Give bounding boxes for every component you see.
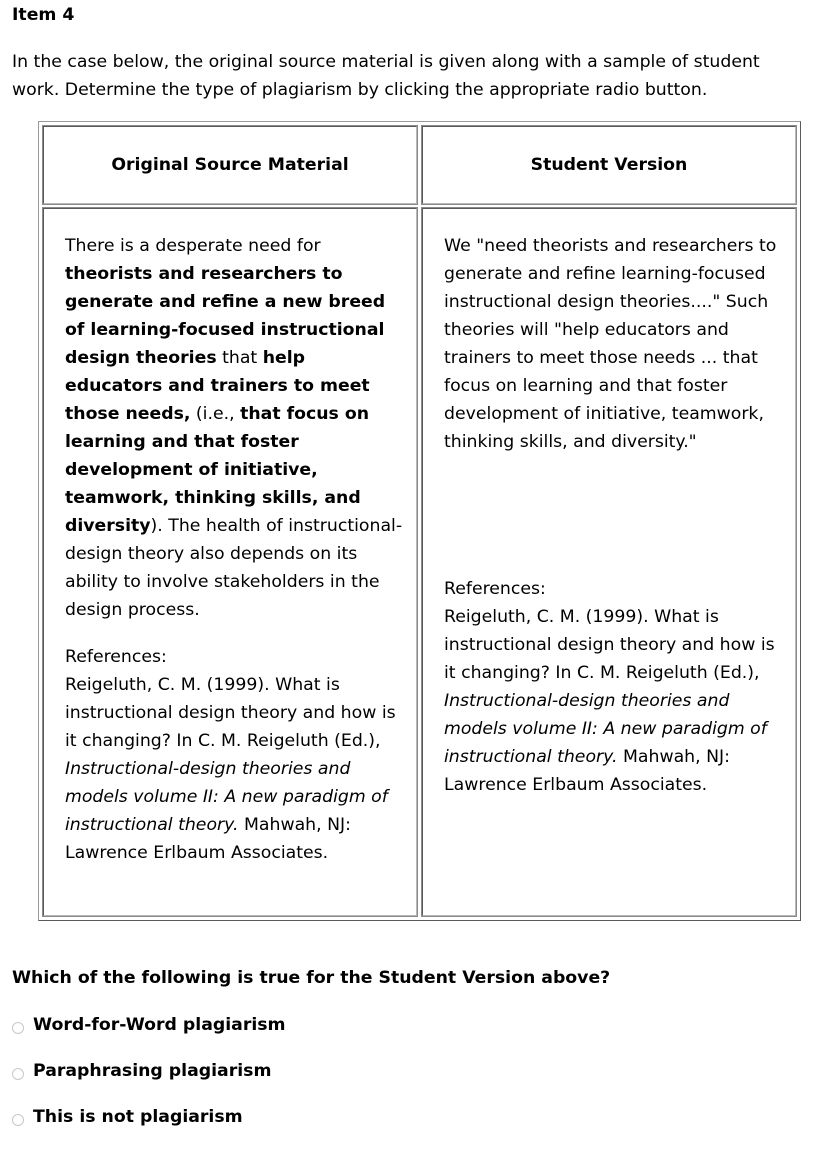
- option-word-for-word[interactable]: [12, 1015, 286, 1035]
- student-version-text: We "need theorists and researchers to generate and refine learning-focused instructional design theories...." Such theories will "help educators and trainers to meet those needs ... that focus on learning and that foster development of initiative, teamwork, thinking skills, and diversity.": [444, 236, 777, 452]
- option-paraphrasing[interactable]: [12, 1061, 271, 1081]
- student-version-cell: [422, 208, 796, 916]
- original-references: [65, 643, 405, 867]
- radio-word-for-word[interactable]: [12, 1022, 24, 1034]
- student-version-header: Student Version: [422, 126, 796, 204]
- original-source-header: Original Source Material: [43, 126, 417, 204]
- references-label: References:: [65, 647, 167, 667]
- original-source-cell: [43, 208, 417, 916]
- radio-paraphrasing[interactable]: [12, 1068, 24, 1080]
- radio-not-plagiarism[interactable]: [12, 1114, 24, 1126]
- reference-citation: Reigeluth, C. M. (1999). What is instructional design theory and how is it changing? In C. M. Reigeluth (Ed.), Instructional-design theories and models volume II: A new paradigm of instructional theory. Mahwah, NJ: Lawrence Erlbaum Associates.: [65, 675, 396, 863]
- question-text: Which of the following is true for the Student Version above?: [12, 968, 611, 988]
- option-label[interactable]: Word-for-Word plagiarism: [33, 1015, 286, 1035]
- item-title: Item 4: [12, 5, 75, 25]
- references-label: References:: [444, 579, 546, 599]
- comparison-table: [38, 121, 801, 921]
- instructions-text: In the case below, the original source material is given along with a sample of student work. Determine the type of plagiarism by clicking the appropriate radio button.: [12, 52, 760, 100]
- option-label[interactable]: This is not plagiarism: [33, 1107, 243, 1127]
- reference-citation: Reigeluth, C. M. (1999). What is instructional design theory and how is it changing? In C. M. Reigeluth (Ed.), Instructional-design theories and models volume II: A new paradigm of instructional theory. Mahwah, NJ: Lawrence Erlbaum Associates.: [444, 607, 775, 795]
- option-label[interactable]: Paraphrasing plagiarism: [33, 1061, 272, 1081]
- original-source-text: There is a desperate need for theorists and researchers to generate and refine a new breed of learning-focused instructional design theories that help educators and trainers to meet those needs, (i.e., that focus on learning and that foster development of initiative, teamwork, thinking skills, and diversity). The health of instructional-design theory also depends on its ability to involve stakeholders in the design process.: [65, 236, 403, 620]
- option-not-plagiarism[interactable]: [12, 1107, 243, 1127]
- student-references: [444, 575, 784, 799]
